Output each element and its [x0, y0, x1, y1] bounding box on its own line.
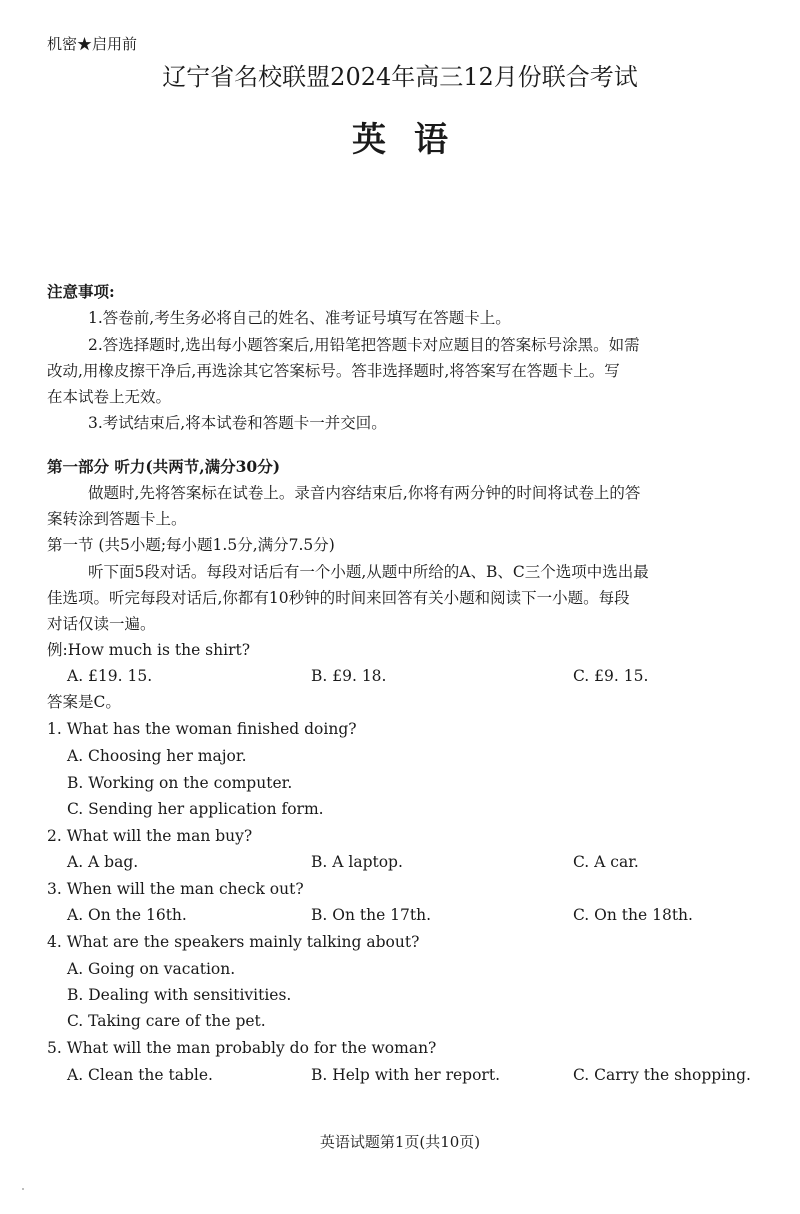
question-3-option-b[interactable]: B. On the 17th. — [311, 906, 432, 924]
question-4-option-b[interactable]: B. Dealing with sensitivities. — [67, 986, 292, 1004]
question-4: 4. What are the speakers mainly talking about? — [47, 933, 420, 951]
example-question: 例:How much is the shirt? — [47, 641, 251, 659]
question-3: 3. When will the man check out? — [47, 880, 304, 898]
notes-item-2-line-2: 改动,用橡皮擦干净后,再选涂其它答案标号。答非选择题时,将答案写在答题卡上。写 — [47, 362, 620, 380]
notes-heading: 注意事项: — [47, 282, 115, 301]
part1-intro-line-2: 案转涂到答题卡上。 — [47, 510, 187, 528]
question-5-option-b[interactable]: B. Help with her report. — [311, 1066, 500, 1084]
example-option-c: C. £9. 15. — [573, 667, 649, 685]
question-5: 5. What will the man probably do for the woman? — [47, 1039, 437, 1057]
notes-item-2-line-3: 在本试卷上无效。 — [47, 388, 172, 406]
question-1-option-a[interactable]: A. Choosing her major. — [67, 747, 247, 765]
notes-item-1: 1.答卷前,考生务必将自己的姓名、准考证号填写在答题卡上。 — [88, 309, 511, 327]
question-5-option-c[interactable]: C. Carry the shopping. — [573, 1066, 751, 1084]
question-4-option-a[interactable]: A. Going on vacation. — [67, 960, 236, 978]
question-2-option-a[interactable]: A. A bag. — [67, 853, 139, 871]
exam-title: 辽宁省名校联盟2024年高三12月份联合考试 — [162, 63, 638, 91]
question-2-option-c[interactable]: C. A car. — [573, 853, 639, 871]
part1-intro-line-1: 做题时,先将答案标在试卷上。录音内容结束后,你将有两分钟的时间将试卷上的答 — [88, 484, 641, 502]
question-2-option-b[interactable]: B. A laptop. — [311, 853, 403, 871]
question-2: 2. What will the man buy? — [47, 827, 253, 845]
question-5-option-a[interactable]: A. Clean the table. — [67, 1066, 213, 1084]
question-1-option-b[interactable]: B. Working on the computer. — [67, 774, 293, 792]
section1-heading: 第一节 (共5小题;每小题1.5分,满分7.5分) — [47, 536, 335, 554]
question-1: 1. What has the woman finished doing? — [47, 720, 357, 738]
example-answer: 答案是C。 — [47, 693, 121, 711]
notes-item-3: 3.考试结束后,将本试卷和答题卡一并交回。 — [88, 414, 387, 432]
question-3-option-a[interactable]: A. On the 16th. — [67, 906, 187, 924]
example-option-b: B. £9. 18. — [311, 667, 387, 685]
confidential-label: 机密★启用前 — [47, 35, 138, 53]
page-footer: 英语试题第1页(共10页) — [319, 1133, 481, 1151]
example-option-a: A. £19. 15. — [67, 667, 153, 685]
part1-heading: 第一部分 听力(共两节,满分30分) — [47, 457, 281, 476]
subject-title: 英语 — [352, 120, 476, 160]
section1-instruction-line-2: 佳选项。听完每段对话后,你都有10秒钟的时间来回答有关小题和阅读下一小题。每段 — [47, 589, 630, 607]
section1-instruction-line-1: 听下面5段对话。每段对话后有一个小题,从题中所给的A、B、C三个选项中选出最 — [88, 563, 649, 581]
question-3-option-c[interactable]: C. On the 18th. — [573, 906, 693, 924]
question-4-option-c[interactable]: C. Taking care of the pet. — [67, 1012, 266, 1030]
notes-item-2-line-1: 2.答选择题时,选出每小题答案后,用铅笔把答题卡对应题目的答案标号涂黑。如需 — [88, 336, 640, 354]
question-1-option-c[interactable]: C. Sending her application form. — [67, 800, 324, 818]
section1-instruction-line-3: 对话仅读一遍。 — [47, 615, 156, 633]
scan-speck — [22, 1188, 24, 1190]
